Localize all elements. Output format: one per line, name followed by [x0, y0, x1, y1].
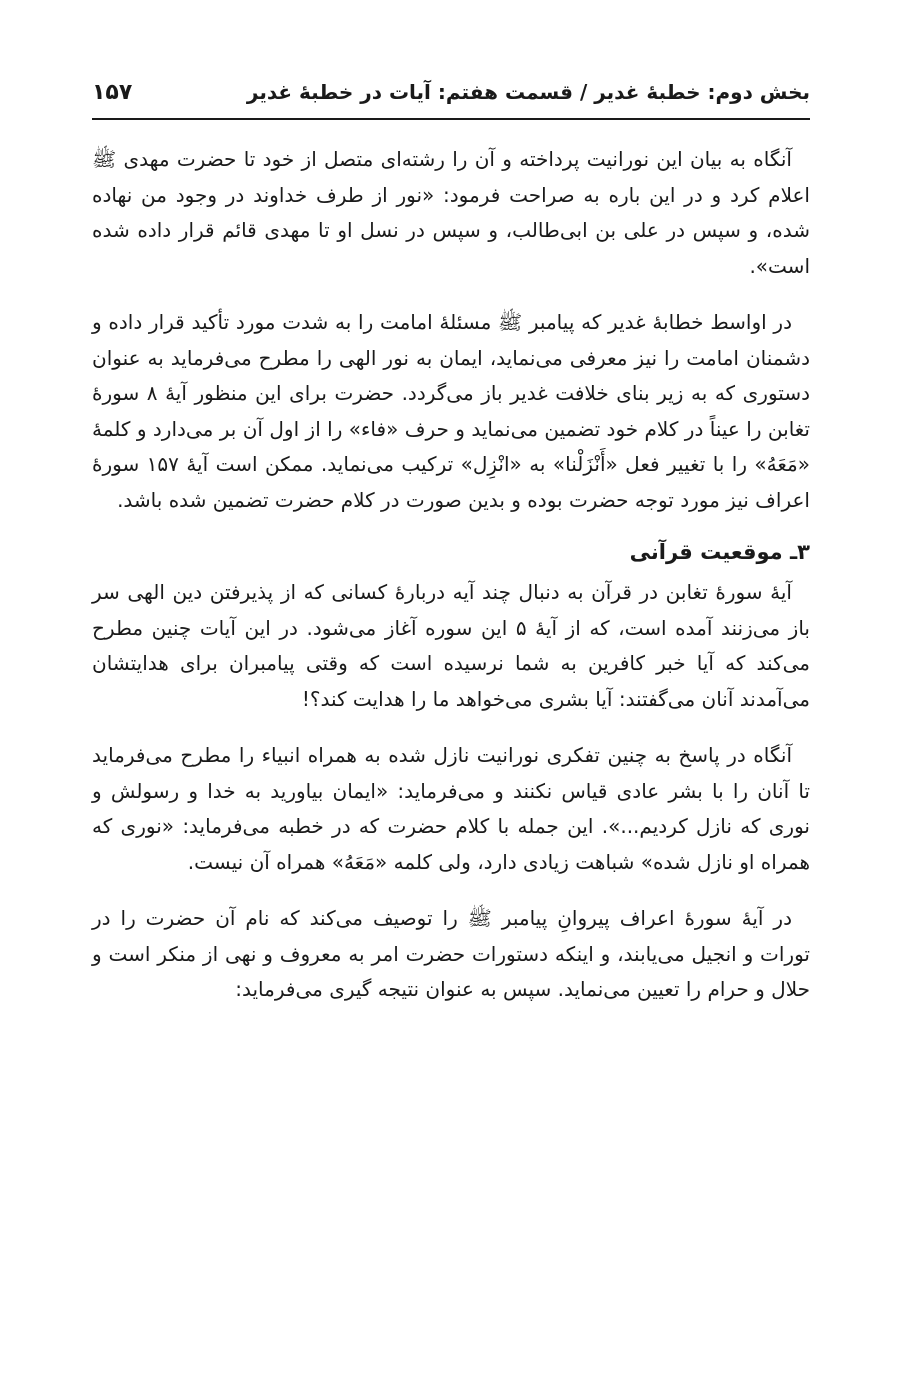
paragraph-1: آنگاه به بیان این نورانیت پرداخته و آن را رشته‌ای متصل از خود تا حضرت مهدی ﷺ اعلام کرد و در این باره به صراحت فرمود: «نور از طرف خداوند در وجود من نهاده شده، و سپس در علی بن ابی‌طالب، و سپس در نسل او تا مهدی قائم قرار داده شده است».: [92, 147, 810, 278]
paragraph-5: در آیهٔ سورهٔ اعراف پیروانِ پیامبر ﷺ را توصیف می‌کند که نام آن حضرت را در تورات و انجیل می‌یابند، و اینکه دستورات حضرت امر به معروف و نهی از منکر است و حلال و حرام را تعیین می‌نماید. سپس به عنوان نتیجه گیری می‌فرماید:: [92, 906, 810, 1001]
paragraph-3: آیهٔ سورهٔ تغابن در قرآن به دنبال چند آیه دربارهٔ کسانی که از پذیرفتن دین الهی سر باز می‌زنند آمده است، که از آیهٔ ۵ این سوره آغاز می‌شود. در این آیات چنین مطرح می‌کند که آیا خبر کافرین به شما نرسیده است که وقتی پیامبران برای هدایتشان می‌آمدند آنان می‌گفتند: آیا بشری می‌خواهد ما را هدایت کند؟!: [92, 580, 810, 711]
page-header: [92, 66, 810, 120]
paragraph-2: در اواسط خطابهٔ غدیر که پیامبر ﷺ مسئلهٔ امامت را به شدت مورد تأکید قرار داده و دشمنان امامت را نیز معرفی می‌نماید، ایمان به نور الهی را مطرح می‌فرماید به عنوان دستوری که به زیر بنای خلافت غدیر باز می‌گردد. حضرت برای این منظور آیهٔ ۸ سورهٔ تغابن را عیناً در کلام خود تضمین می‌نماید و حرف «فاء» را از اول آن بر می‌دارد و کلمهٔ «مَعَهُ» را با تغییر فعل «أَنْزَلْنا» به «انْزِل» ترکیب می‌نماید. ممکن است آیهٔ ۱۵۷ سورهٔ اعراف نیز مورد توجه حضرت بوده و بدین صورت در کلام حضرت تضمین شده باشد.: [92, 310, 810, 512]
section-heading: ۳ـ موقعیت قرآنی: [629, 540, 810, 564]
running-title: بخش دوم: خطبهٔ غدیر / قسمت هفتم: آیات در خطبهٔ غدیر: [246, 80, 810, 104]
page-number: ۱۵۷: [92, 79, 133, 105]
paragraph-4: آنگاه در پاسخ به چنین تفکری نورانیت نازل شده به همراه انبیاء را مطرح می‌فرماید تا آنان را با بشر عادی قیاس نکنند و می‌فرماید: «ایمان بیاورید به خدا و رسولش و نوری که نازل کردیم...». این جمله با کلام حضرت که در خطبه می‌فرماید: «نوری که همراه او نازل شده» شباهت زیادی دارد، ولی کلمه «مَعَهُ» همراه آن نیست.: [92, 743, 810, 874]
page-body: [92, 142, 810, 1029]
